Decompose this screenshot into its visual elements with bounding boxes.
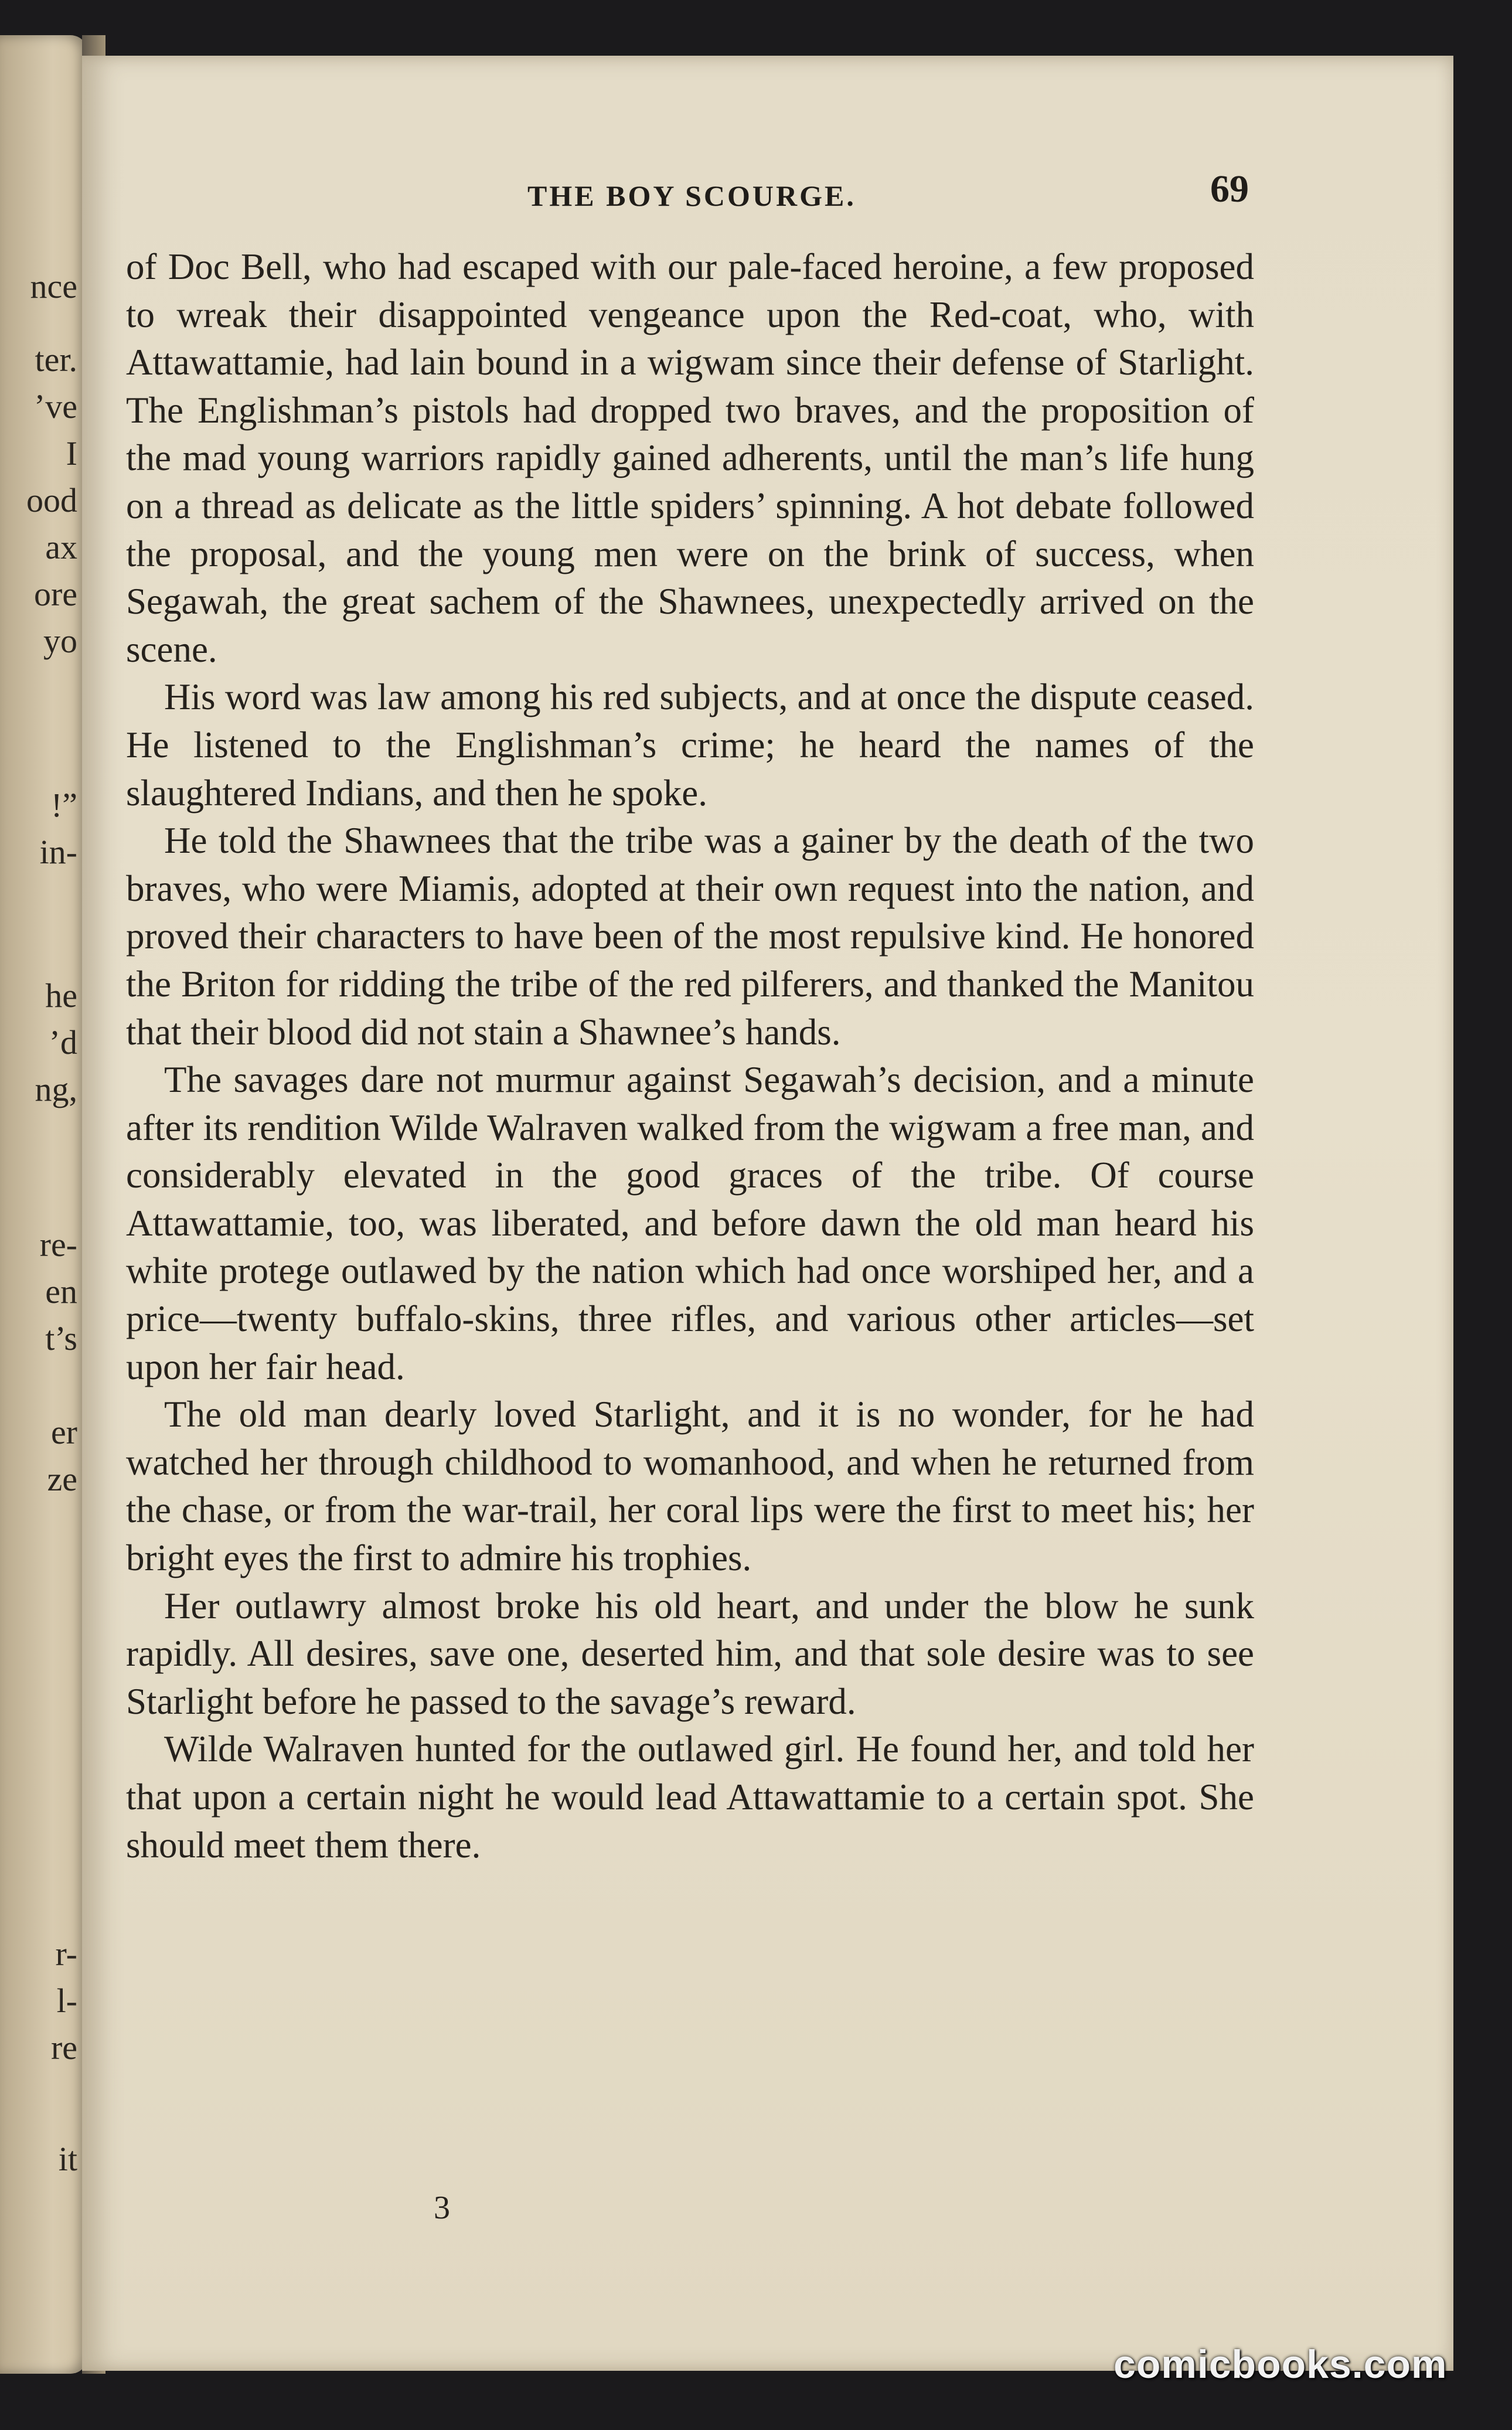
left-page-fragment: ood	[26, 481, 77, 519]
left-page-fragment: l-	[56, 1982, 77, 2020]
left-page-fragment: re-	[39, 1226, 77, 1264]
body-text	[126, 243, 1254, 1869]
paragraph: Her outlawry almost broke his old heart, and under the blow he sunk rapidly. All desires, save one, deserted him, and that sole desire was to see Starlight before he passed to the savage’s reward.	[126, 1585, 1254, 1722]
left-page-fragment: r-	[55, 1935, 77, 1973]
left-page-fragment: t’s	[45, 1319, 77, 1357]
left-page-fragment: ng,	[35, 1070, 77, 1108]
left-page-fragment: ax	[45, 528, 77, 566]
left-page-fragment: er	[50, 1413, 77, 1451]
left-page-fragment: I	[66, 434, 77, 472]
left-page-edge	[0, 35, 88, 2374]
left-page-fragment: nce	[30, 267, 77, 305]
page-number: 69	[1210, 168, 1249, 210]
left-page-fragment: !”	[50, 786, 77, 824]
book-page	[82, 56, 1453, 2371]
paragraph: The savages dare not murmur against Segawah’s decision, and a minute after its rendition Wilde Walraven walked from the wigwam a free man, and considerably elevated in the good graces of the tribe. Of course Attawattamie, too, was liberated, and before dawn the old man heard his white protege outlawed by the nation which had once worshiped her, and a price—twenty buffalo-skins, three rifles, and various other articles—set upon her fair head.	[126, 1059, 1254, 1387]
left-page-fragment: ’ve	[33, 387, 77, 426]
left-page-fragment: in-	[39, 833, 77, 871]
left-page-fragment: re	[50, 2029, 77, 2067]
left-page-fragment: ze	[47, 1460, 77, 1498]
left-page-fragment: it	[58, 2140, 77, 2178]
paragraph: His word was law among his red subjects, and at once the dispute ceased. He listened to the Englishman’s crime; he heard the names of the slaughtered Indians, and then he spoke.	[126, 676, 1254, 814]
page-header	[82, 167, 1453, 237]
paragraph: The old man dearly loved Starlight, and it is no wonder, for he had watched her through childhood to womanhood, and when he returned from the chase, or from the war-trail, her coral lips were the first to meet his; her bright eyes the first to admire his trophies.	[126, 1394, 1254, 1579]
watermark: comicbooks.com	[1113, 2342, 1448, 2387]
paragraph: Wilde Walraven hunted for the outlawed girl. He found her, and told her that upon a certain night he would lead Attawattamie to a certain spot. She should meet them there.	[126, 1728, 1254, 1866]
left-page-fragment: he	[45, 976, 77, 1015]
paragraph: He told the Shawnees that the tribe was a gainer by the death of the two braves, who were Miamis, adopted at their own request into the nation, and proved their characters to have been of the most repulsive kind. He honored the Briton for ridding the tribe of the red pilferers, and thanked the Manitou that their blood did not stain a Shawnee’s hands.	[126, 820, 1254, 1053]
running-title: THE BOY SCOURGE.	[527, 179, 856, 212]
left-page-fragment: en	[45, 1272, 77, 1311]
left-page-fragment: ’d	[49, 1023, 77, 1061]
left-page-fragment: ter.	[35, 341, 77, 379]
left-page-fragment: yo	[43, 622, 77, 660]
signature-mark: 3	[434, 2190, 450, 2226]
paragraph: of Doc Bell, who had escaped with our pale-faced heroine, a few proposed to wreak their disappointed vengeance upon the Red-coat, who, with Attawattamie, had lain bound in a wigwam since their defense of Starlight. The Englishman’s pistols had dropped two braves, and the proposition of the mad young warriors rapidly gained adherents, until the man’s life hung on a thread as delicate as the little spiders’ spinning. A hot debate followed the proposal, and the young men were on the brink of success, when Segawah, the great sachem of the Shawnees, unexpectedly arrived on the scene.	[126, 246, 1254, 670]
left-page-fragment: ore	[33, 575, 77, 613]
